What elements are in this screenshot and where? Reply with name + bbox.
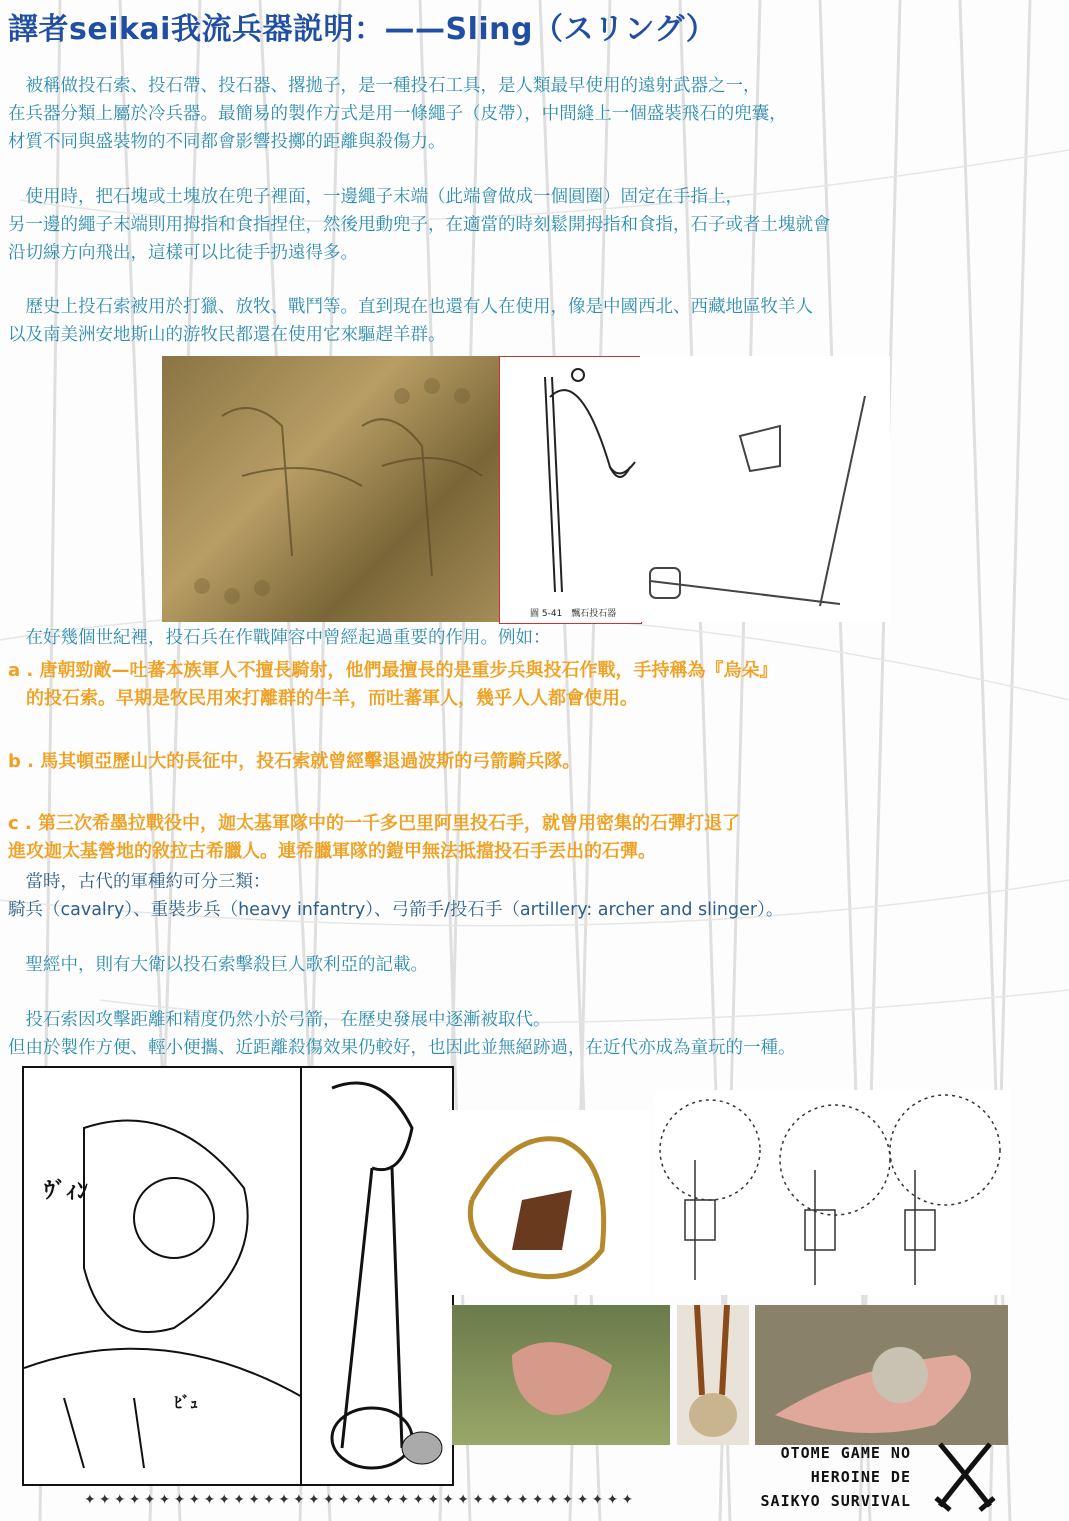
history-intro: 在好幾個世紀裡，投石兵在作戰陣容中曾經起過重要的作用。例如： <box>8 628 551 648</box>
history-item-b <box>8 747 580 775</box>
text-line: 當時，古代的軍種約可分三類： <box>8 872 271 892</box>
text-line: 進攻迦太基營地的敘拉古希臘人。連希臘軍隊的鎧甲無法抵擋投石手丟出的石彈。 <box>8 841 656 862</box>
figure-caption: 圖 5-41 飄石投石器 <box>530 609 617 619</box>
sling-pouch-photo <box>677 1305 749 1445</box>
bible-paragraph: 聖經中，則有大衛以投石索擊殺巨人歌利亞的記載。 <box>8 955 428 975</box>
star-divider: ✦✦✦✦✦✦✦✦✦✦✦✦✦✦✦✦✦✦✦✦✦✦✦✦✦✦✦✦✦✦✦✦✦✦✦✦✦ <box>84 1492 637 1508</box>
decline-paragraph <box>8 1006 796 1062</box>
footer-line-1: OTOME GAME NO <box>780 1444 911 1462</box>
troops-paragraph <box>8 868 783 924</box>
manga-sfx-1: ｳﾞｨﾝ <box>44 1179 89 1204</box>
manga-panel-knight <box>22 1066 306 1486</box>
text-line: 材質不同與盛裝物的不同都會影響投擲的距離與殺傷力。 <box>8 132 446 152</box>
intro-paragraph-1 <box>8 72 787 156</box>
crossed-swords-icon <box>932 1440 998 1516</box>
hand-with-stone-photo <box>755 1305 1008 1445</box>
text-line: 歷史上投石索被用於打獵、放牧、戰鬥等。直到現在也還有人在使用，像是中國西北、西藏地區牧羊人 <box>8 297 813 317</box>
braided-sling-photo <box>452 1110 650 1295</box>
intro-paragraph-3 <box>8 293 813 349</box>
text-line: 另一邊的繩子末端則用拇指和食指捏住，然後甩動兜子，在適當的時刻鬆開拇指和食指，石子或者土塊就會 <box>8 215 831 235</box>
assyrian-relief-image <box>162 356 499 622</box>
history-item-c <box>8 809 740 865</box>
sling-tool-drawing <box>640 356 890 622</box>
text-line: a . 唐朝勁敵—吐蕃本族軍人不擅長騎射，他們最擅長的是重步兵與投石作戰，手持稱為『烏朵』 <box>8 660 778 681</box>
text-line: 騎兵（cavalry）、重裝步兵（heavy infantry）、弓箭手/投石手（artillery: archer and slinger）。 <box>8 900 784 920</box>
intro-paragraph-2 <box>8 183 831 267</box>
manga-panel-sling-hand <box>300 1066 454 1486</box>
sling-diagram-figure <box>499 356 642 624</box>
footer-line-3: SAIKYO SURVIVAL <box>760 1492 911 1510</box>
text-line: 使用時，把石塊或土塊放在兜子裡面，一邊繩子末端（此端會做成一個圓圈）固定在手指上， <box>8 187 743 207</box>
text-line: 但由於製作方便、輕小便攜、近距離殺傷效果仍較好，也因此並無絕跡過，在近代亦成為童玩的一種。 <box>8 1038 796 1058</box>
page-title: 譯者seikai我流兵器説明：——Sling（スリング） <box>8 12 717 47</box>
text-line: 沿切線方向飛出，這樣可以比徒手扔遠得多。 <box>8 243 358 263</box>
text-line: b . 馬其頓亞歷山大的長征中，投石索就曾經擊退過波斯的弓箭騎兵隊。 <box>8 751 581 772</box>
footer-line-2: HEROINE DE <box>810 1468 911 1486</box>
text-line: 的投石索。早期是牧民用來打離群的牛羊，而吐蕃軍人，幾乎人人都會使用。 <box>8 688 638 709</box>
text-line: c . 第三次希墨拉戰役中，迦太基軍隊中的一千多巴里阿里投石手，就曾用密集的石彈打退了 <box>8 813 741 834</box>
slinger-motion-illustration <box>655 1090 1010 1295</box>
manga-sfx-2: ﾋﾞｭ <box>174 1393 199 1412</box>
text-line: 投石索因攻擊距離和精度仍然小於弓箭，在歷史發展中逐漸被取代。 <box>8 1010 551 1030</box>
text-line: 在兵器分類上屬於冷兵器。最簡易的製作方式是用一條繩子（皮帶），中間縫上一個盛裝飛石的兜囊， <box>8 104 787 124</box>
hand-with-sling-photo <box>452 1305 670 1445</box>
text-line: 被稱做投石索、投石帶、投石器、撂拋子，是一種投石工具，是人類最早使用的遠射武器之一， <box>8 76 761 96</box>
history-item-a <box>8 656 778 712</box>
text-line: 以及南美洲安地斯山的游牧民都還在使用它來驅趕羊群。 <box>8 325 446 345</box>
